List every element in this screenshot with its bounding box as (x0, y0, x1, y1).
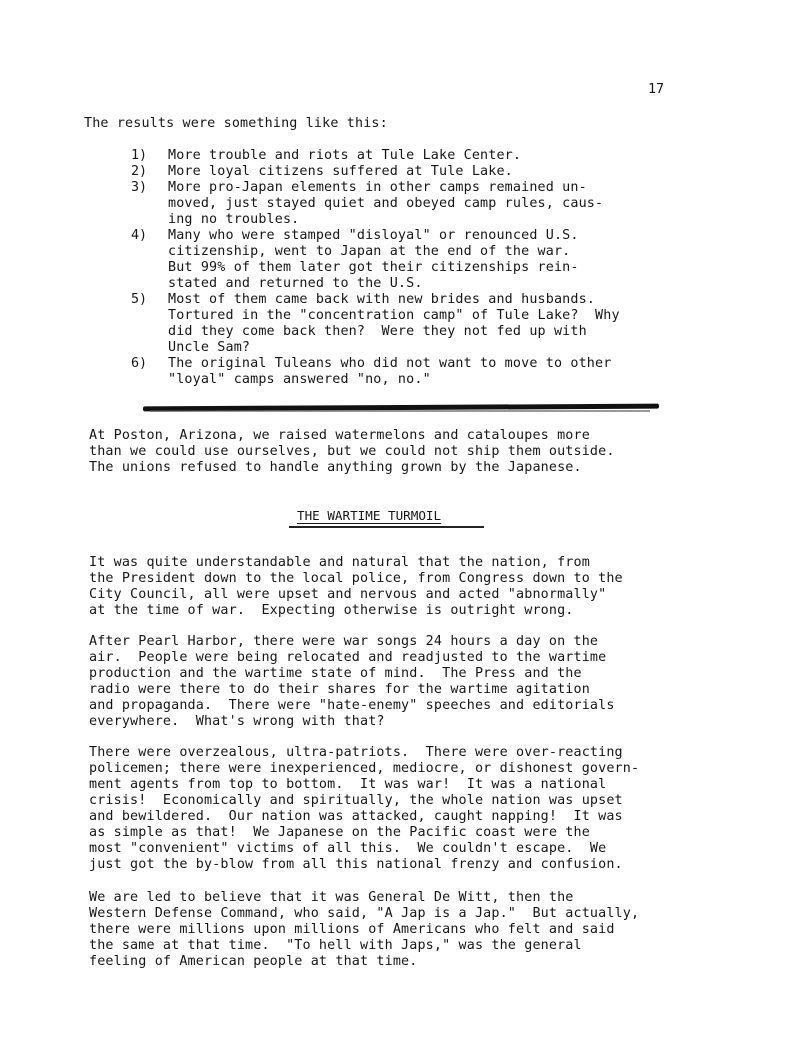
list-item-text: did they come back then? Were they not fed up with (168, 324, 587, 339)
paragraph-line: and propaganda. There were "hate-enemy" speeches and editorials (89, 698, 615, 713)
paragraph-line: After Pearl Harbor, there were war songs 24 hours a day on the (89, 634, 599, 649)
paragraph-line: than we could use ourselves, but we could not ship them outside. (89, 444, 615, 459)
list-item-text: More pro-Japan elements in other camps remained un- (168, 180, 587, 195)
list-item-number: 1) (131, 148, 148, 163)
list-item-text: Uncle Sam? (168, 340, 251, 355)
list-item-number: 4) (131, 228, 148, 243)
list-item-text: Many who were stamped "disloyal" or renounced U.S. (168, 228, 579, 243)
paragraph-line: air. People were being relocated and readjusted to the wartime (89, 650, 607, 665)
section-heading: THE WARTIME TURMOIL (297, 508, 442, 523)
section-divider-shadow (150, 410, 650, 412)
list-item-number: 6) (131, 356, 148, 371)
list-item-text: The original Tuleans who did not want to move to other (168, 356, 612, 371)
paragraph-line: We are led to believe that it was General De Witt, then the (89, 890, 574, 905)
paragraph-line: It was quite understandable and natural that the nation, from (89, 555, 590, 570)
paragraph-line: and bewildered. Our nation was attacked, caught napping! It was (89, 809, 623, 824)
list-item-number: 5) (131, 292, 148, 307)
heading-underline (289, 526, 484, 528)
paragraph-line: ment agents from top to bottom. It was war! It was a national (89, 777, 607, 792)
paragraph-line: There were overzealous, ultra-patriots. There were over-reacting (89, 745, 623, 760)
list-item-text: moved, just stayed quiet and obeyed camp rules, caus- (168, 196, 604, 211)
paragraph-line: there were millions upon millions of Americans who felt and said (89, 922, 615, 937)
paragraph-line: Western Defense Command, who said, "A Jap is a Jap." But actually, (89, 906, 640, 921)
list-item-text: Most of them came back with new brides and husbands. (168, 292, 596, 307)
paragraph-line: At Poston, Arizona, we raised watermelons and cataloupes more (89, 428, 590, 443)
list-item-text: "loyal" camps answered "no, no." (168, 372, 431, 387)
paragraph-line: as simple as that! We Japanese on the Pacific coast were the (89, 825, 590, 840)
paragraph-line: feeling of American people at that time. (89, 954, 418, 969)
paragraph-line: City Council, all were upset and nervous and acted "abnormally" (89, 587, 607, 602)
paragraph-line: the same at that time. "To hell with Japs," was the general (89, 938, 582, 953)
list-item-number: 2) (131, 164, 148, 179)
list-item-text: Tortured in the "concentration camp" of Tule Lake? Why (168, 308, 620, 323)
list-item-text: citizenship, went to Japan at the end of the war. (168, 244, 571, 259)
paragraph-line: the President down to the local police, from Congress down to the (89, 571, 623, 586)
paragraph-line: The unions refused to handle anything grown by the Japanese. (89, 460, 582, 475)
results-intro: The results were something like this: (84, 116, 388, 131)
list-item-text: More loyal citizens suffered at Tule Lake. (168, 164, 513, 179)
paragraph-line: production and the wartime state of mind. The Press and the (89, 666, 582, 681)
paragraph-line: at the time of war. Expecting otherwise is outright wrong. (89, 603, 574, 618)
paragraph-line: just got the by-blow from all this national frenzy and confusion. (89, 857, 623, 872)
list-item-text: stated and returned to the U.S. (168, 276, 423, 291)
paragraph-line: most "convenient" victims of all this. We couldn't escape. We (89, 841, 607, 856)
page-number: 17 (648, 82, 665, 97)
paragraph-line: crisis! Economically and spiritually, the whole nation was upset (89, 793, 623, 808)
list-item-text: ing no troubles. (168, 212, 300, 227)
paragraph-line: radio were there to do their shares for the wartime agitation (89, 682, 590, 697)
list-item-text: But 99% of them later got their citizenships rein- (168, 260, 579, 275)
list-item-text: More trouble and riots at Tule Lake Center. (168, 148, 522, 163)
paragraph-line: policemen; there were inexperienced, mediocre, or dishonest govern- (89, 761, 640, 776)
paragraph-line: everywhere. What's wrong with that? (89, 714, 385, 729)
list-item-number: 3) (131, 180, 148, 195)
